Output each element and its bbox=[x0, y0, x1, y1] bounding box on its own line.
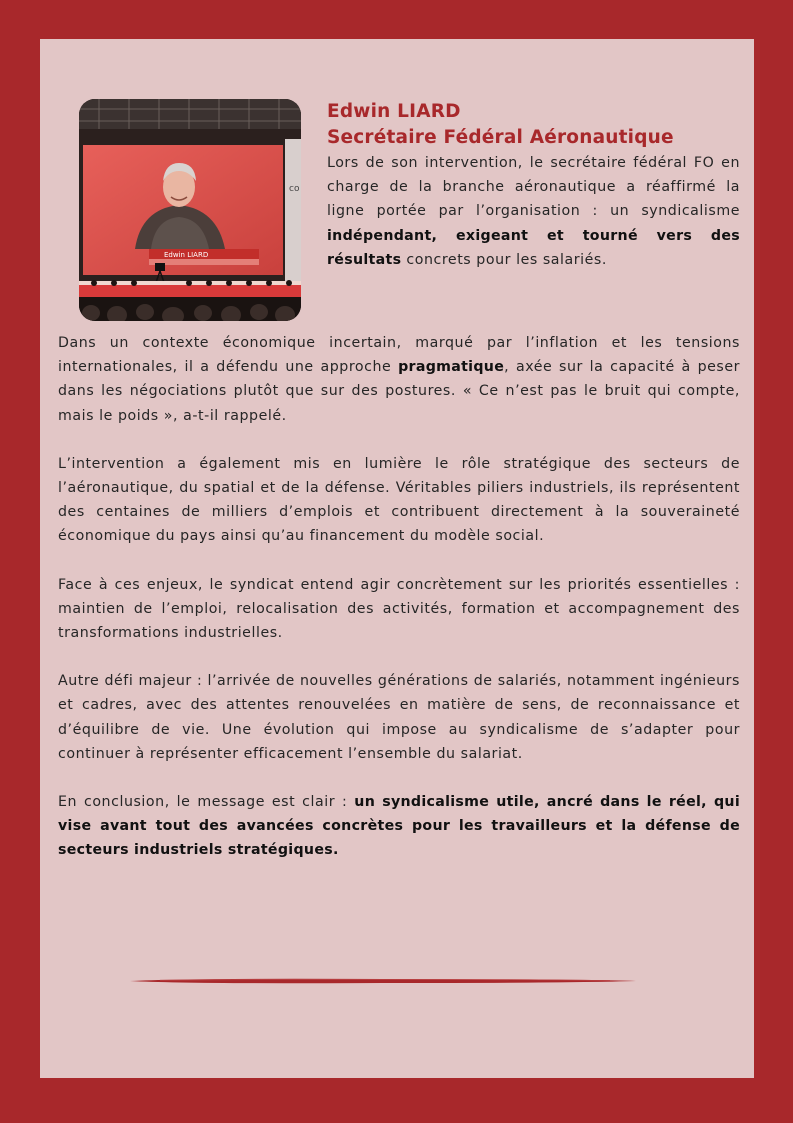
brush-divider bbox=[130, 977, 636, 985]
paragraph-text: Dans un contexte économique incertain, marqué par l’inflation et les tensions internationales, il a défendu une approche bbox=[58, 335, 740, 376]
paragraph-strategic-sectors: L’intervention a également mis en lumière le rôle stratégique des secteurs de l’aéronautique, du spatial et de la défense. Véritables piliers industriels, ils représentent des centaines de milliers d’emplois et contribuent directement à la souveraineté économique du pays ainsi qu’au financement du modèle social. bbox=[58, 455, 740, 545]
paragraph-conclusion bbox=[58, 790, 740, 863]
paragraph-text: En conclusion, le message est clair : bbox=[58, 794, 355, 811]
screen-edge-text: co bbox=[289, 184, 300, 194]
intro-text-start: Lors de son intervention, le secrétaire fédéral FO en charge de la branche aéronautique a réaffirmé la ligne portée par l’organisation : un syndicalisme bbox=[327, 155, 740, 220]
speaker-photo bbox=[79, 99, 301, 321]
paragraph-new-generations: Autre défi majeur : l’arrivée de nouvelles générations de salariés, notamment ingénieurs et cadres, avec des attentes renouvelées en matière de sens, de reconnaissance et d’équilibre de vie. Une évolution qui impose au syndicalisme de s’adapter pour continuer à représenter efficacement l’ensemble du salariat. bbox=[58, 673, 740, 762]
document-page bbox=[40, 39, 754, 1078]
paragraph-bold-text: un syndicalisme utile, ancré dans le réel, qui vise avant tout des avancées concrètes pour les travailleurs et la défense de secteurs industriels stratégiques. bbox=[58, 794, 740, 859]
intro-paragraph bbox=[327, 151, 740, 272]
paragraph-bold-text: pragmatique bbox=[398, 359, 505, 376]
speaker-caption: Edwin LIARD bbox=[164, 251, 209, 259]
paragraph-priorities: Face à ces enjeux, le syndicat entend agir concrètement sur les priorités essentielles : maintien de l’emploi, relocalisation des activités, formation et accompagnement des transformations industrielles. bbox=[58, 576, 740, 642]
paragraph-text: , axée sur la capacité à peser dans les négociations plutôt que sur des postures. « Ce n’est pas le bruit qui compte, mais le poids », a-t-il rappelé. bbox=[58, 359, 741, 424]
speaker-name: Edwin LIARD bbox=[327, 101, 461, 122]
paragraph-context bbox=[58, 331, 740, 428]
speaker-photo-image bbox=[79, 99, 301, 321]
intro-text-bold: indépendant, exigeant et tourné vers des résultats bbox=[327, 227, 740, 268]
speaker-header bbox=[327, 99, 740, 272]
intro-text-end: concrets pour les salariés. bbox=[401, 251, 607, 268]
article-body bbox=[58, 331, 740, 887]
speaker-role: Secrétaire Fédéral Aéronautique bbox=[327, 127, 674, 148]
